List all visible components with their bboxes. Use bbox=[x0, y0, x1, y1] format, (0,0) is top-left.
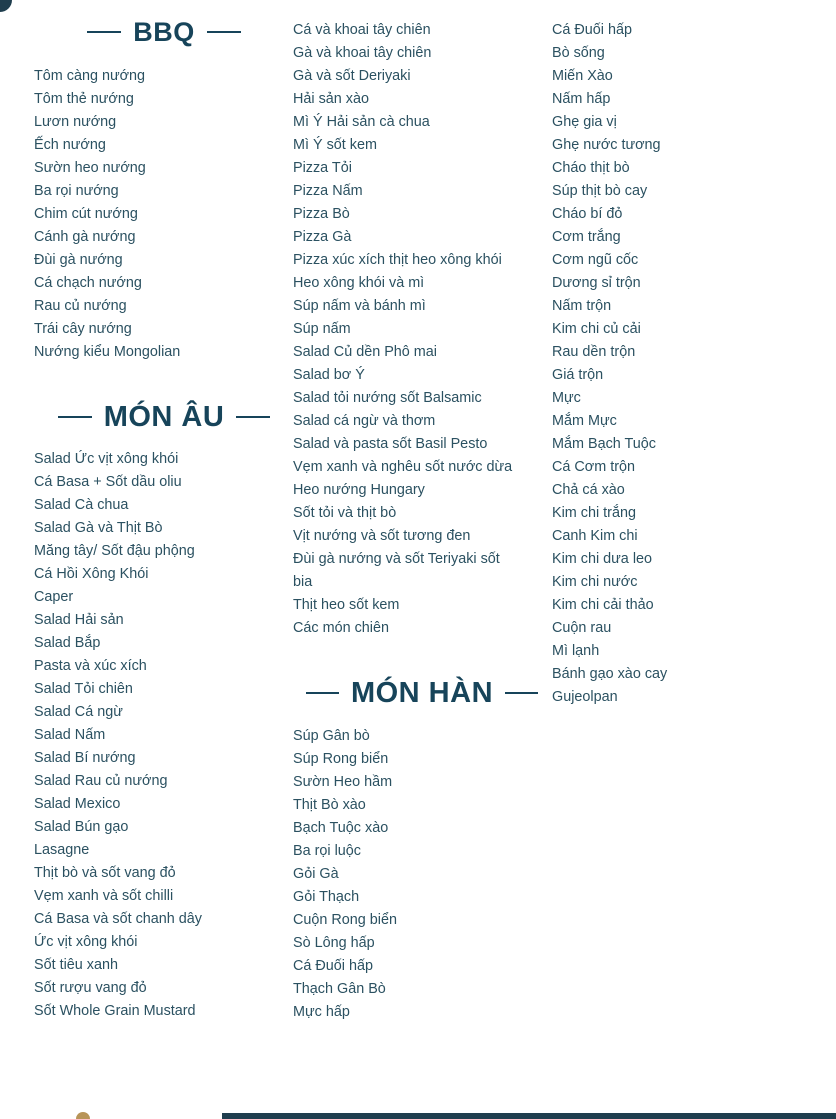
menu-item: Cơm trắng bbox=[552, 229, 621, 245]
menu-item: Sốt tỏi và thịt bò bbox=[293, 505, 397, 521]
corner-decoration bbox=[0, 0, 12, 12]
menu-item: Súp Rong biển bbox=[293, 751, 389, 767]
menu-item: Vẹm xanh và nghêu sốt nước dừa bbox=[293, 459, 513, 475]
menu-item: Nướng kiểu Mongolian bbox=[34, 344, 181, 360]
menu-item: Mực bbox=[552, 390, 581, 406]
menu-item: Salad cá ngừ và thơm bbox=[293, 413, 436, 429]
right-menu-list bbox=[552, 19, 667, 709]
menu-item: Salad Ức vịt xông khói bbox=[34, 451, 179, 467]
menu-item: Kim chi trắng bbox=[552, 505, 636, 521]
menu-item: Cá chạch nướng bbox=[34, 275, 142, 291]
menu-item: Mắm Mực bbox=[552, 413, 617, 429]
heading-title-bbq: BBQ bbox=[133, 16, 195, 47]
menu-item: Trái cây nướng bbox=[34, 321, 132, 337]
menu-item: Ba rọi luộc bbox=[293, 843, 361, 859]
menu-item: Nấm trộn bbox=[552, 298, 612, 314]
middle-menu-list bbox=[293, 19, 512, 640]
menu-item: Pasta và xúc xích bbox=[34, 658, 147, 674]
menu-item: Salad Bắp bbox=[34, 635, 101, 651]
heading-rule-right bbox=[207, 31, 241, 33]
menu-item: Vịt nướng và sốt tương đen bbox=[293, 528, 471, 544]
menu-item: Cá Cơm trộn bbox=[552, 459, 636, 475]
heading-rule-right bbox=[236, 416, 270, 418]
section-heading-mon-au bbox=[58, 397, 270, 437]
menu-item: Cơm ngũ cốc bbox=[552, 252, 639, 268]
menu-item: Ba rọi nướng bbox=[34, 183, 119, 199]
menu-item: Salad Tỏi chiên bbox=[34, 681, 133, 697]
heading-rule-right bbox=[505, 692, 538, 694]
menu-item: Ghẹ nước tương bbox=[552, 137, 661, 153]
menu-item: Cá Đuối hấp bbox=[293, 958, 373, 974]
menu-item: Măng tây/ Sốt đậu phộng bbox=[34, 543, 195, 559]
menu-item: Cuộn rau bbox=[552, 620, 612, 636]
menu-item: Mì Ý Hải sản cà chua bbox=[293, 114, 430, 130]
menu-item: Mực hấp bbox=[293, 1004, 350, 1020]
menu-item: Salad Bún gạo bbox=[34, 819, 129, 835]
heading-rule-left bbox=[306, 692, 339, 694]
bbq-menu-list bbox=[34, 65, 180, 364]
menu-item: Hải sản xào bbox=[293, 91, 369, 107]
menu-item: Gujeolpan bbox=[552, 689, 618, 705]
menu-item: Pizza xúc xích thịt heo xông khói bbox=[293, 252, 502, 268]
menu-item: Mì lạnh bbox=[552, 643, 600, 659]
menu-item: Súp Gân bò bbox=[293, 728, 370, 744]
heading-rule-left bbox=[58, 416, 92, 418]
menu-item: Cá và khoai tây chiên bbox=[293, 22, 431, 38]
menu-item: Nấm hấp bbox=[552, 91, 611, 107]
menu-item: Salad Cà chua bbox=[34, 497, 129, 513]
menu-item: Salad Rau củ nướng bbox=[34, 773, 168, 789]
menu-item: Salad Nấm bbox=[34, 727, 106, 743]
menu-item: Salad bơ Ý bbox=[293, 367, 365, 383]
menu-item: Rau củ nướng bbox=[34, 298, 127, 314]
menu-item: Đùi gà nướng và sốt Teriyaki sốt bbox=[293, 551, 500, 567]
menu-item: Tôm càng nướng bbox=[34, 68, 146, 84]
menu-item: Gà và sốt Deriyaki bbox=[293, 68, 411, 84]
menu-item: Thịt heo sốt kem bbox=[293, 597, 400, 613]
heading-title-mon-han: MÓN HÀN bbox=[350, 676, 494, 709]
menu-item: Pizza Tỏi bbox=[293, 160, 352, 176]
menu-item: Vẹm xanh và sốt chilli bbox=[34, 888, 174, 904]
footer-logo-icon bbox=[76, 1112, 90, 1119]
menu-item: Súp nấm bbox=[293, 321, 351, 337]
menu-item: Đùi gà nướng bbox=[34, 252, 123, 268]
menu-item: Gỏi Gà bbox=[293, 866, 339, 882]
menu-item: Miến Xào bbox=[552, 68, 613, 84]
menu-item: Salad Bí nướng bbox=[34, 750, 136, 766]
heading-title-mon-au: MÓN ÂU bbox=[103, 400, 225, 433]
footer-bar bbox=[222, 1113, 836, 1119]
menu-item: Cá Hồi Xông Khói bbox=[34, 566, 149, 582]
menu-item: Salad tỏi nướng sốt Balsamic bbox=[293, 390, 482, 406]
menu-item: bia bbox=[293, 574, 313, 590]
menu-item: Salad và pasta sốt Basil Pesto bbox=[293, 436, 488, 452]
menu-item: Salad Củ dền Phô mai bbox=[293, 344, 437, 360]
menu-item: Pizza Gà bbox=[293, 229, 352, 245]
menu-item: Sốt tiêu xanh bbox=[34, 957, 119, 973]
menu-item: Sò Lông hấp bbox=[293, 935, 375, 951]
menu-item: Ghẹ gia vị bbox=[552, 114, 617, 130]
menu-item: Chả cá xào bbox=[552, 482, 625, 498]
menu-item: Mắm Bạch Tuộc bbox=[552, 436, 656, 452]
menu-item: Kim chi củ cải bbox=[552, 321, 641, 337]
menu-item: Thịt bò và sốt vang đỏ bbox=[34, 865, 176, 881]
menu-item: Rau dền trộn bbox=[552, 344, 636, 360]
mon-au-menu-list bbox=[34, 448, 202, 1023]
menu-item: Pizza Bò bbox=[293, 206, 350, 222]
menu-item: Salad Cá ngừ bbox=[34, 704, 123, 720]
menu-item: Kim chi dưa leo bbox=[552, 551, 653, 567]
menu-item: Cá Đuối hấp bbox=[552, 22, 632, 38]
menu-item: Salad Mexico bbox=[34, 796, 121, 812]
menu-item: Gỏi Thạch bbox=[293, 889, 360, 905]
menu-item: Salad Hải sản bbox=[34, 612, 124, 628]
mon-han-menu-list bbox=[293, 725, 397, 1024]
menu-item: Heo xông khói và mì bbox=[293, 275, 425, 291]
menu-item: Giá trộn bbox=[552, 367, 604, 383]
menu-item: Súp thịt bò cay bbox=[552, 183, 648, 199]
menu-item: Bạch Tuộc xào bbox=[293, 820, 389, 836]
section-heading-mon-han bbox=[306, 673, 538, 713]
menu-item: Tôm thẻ nướng bbox=[34, 91, 134, 107]
menu-item: Thạch Gân Bò bbox=[293, 981, 386, 997]
menu-item: Salad Gà và Thịt Bò bbox=[34, 520, 163, 536]
menu-item: Sườn heo nướng bbox=[34, 160, 146, 176]
menu-item: Canh Kim chi bbox=[552, 528, 638, 544]
menu-item: Các món chiên bbox=[293, 620, 389, 636]
menu-item: Kim chi cải thảo bbox=[552, 597, 654, 613]
menu-item: Sườn Heo hầm bbox=[293, 774, 393, 790]
menu-item: Cuộn Rong biển bbox=[293, 912, 398, 928]
menu-item: Lasagne bbox=[34, 842, 90, 858]
menu-item: Cháo thịt bò bbox=[552, 160, 630, 176]
menu-item: Cá Basa và sốt chanh dây bbox=[34, 911, 202, 927]
menu-item: Pizza Nấm bbox=[293, 183, 363, 199]
menu-item: Ức vịt xông khói bbox=[34, 934, 138, 950]
menu-item: Kim chi nước bbox=[552, 574, 638, 590]
menu-item: Caper bbox=[34, 589, 74, 605]
menu-item: Cá Basa + Sốt dầu oliu bbox=[34, 474, 182, 490]
menu-item: Heo nướng Hungary bbox=[293, 482, 425, 498]
menu-item: Ếch nướng bbox=[34, 137, 106, 153]
menu-item: Mì Ý sốt kem bbox=[293, 137, 377, 153]
heading-rule-left bbox=[87, 31, 121, 33]
menu-item: Gà và khoai tây chiên bbox=[293, 45, 432, 61]
menu-item: Súp nấm và bánh mì bbox=[293, 298, 426, 314]
menu-item: Cánh gà nướng bbox=[34, 229, 136, 245]
menu-item: Lươn nướng bbox=[34, 114, 117, 130]
menu-item: Bò sống bbox=[552, 45, 605, 61]
menu-item: Chim cút nướng bbox=[34, 206, 138, 222]
menu-item: Sốt rượu vang đỏ bbox=[34, 980, 147, 996]
menu-item: Dương sỉ trộn bbox=[552, 275, 641, 291]
menu-item: Cháo bí đỏ bbox=[552, 206, 623, 222]
menu-item: Bánh gạo xào cay bbox=[552, 666, 668, 682]
section-heading-bbq bbox=[86, 12, 242, 52]
menu-item: Sốt Whole Grain Mustard bbox=[34, 1003, 196, 1019]
menu-item: Thịt Bò xào bbox=[293, 797, 366, 813]
